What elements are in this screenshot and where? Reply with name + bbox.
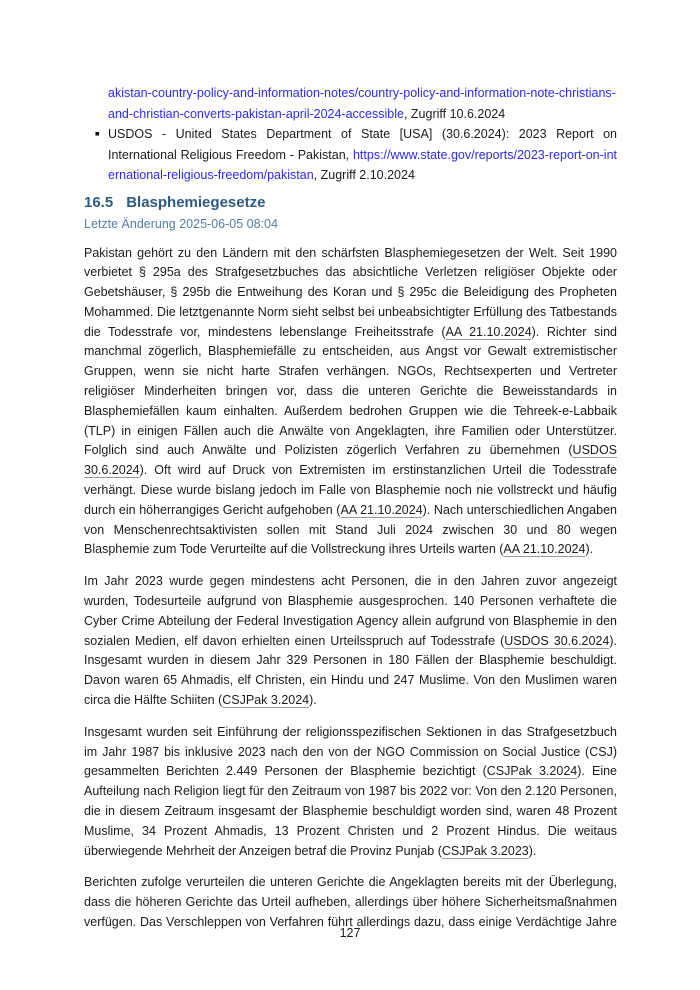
citation-link[interactable]: CSJPak 3.2024 <box>486 764 578 779</box>
text-run: ). <box>309 693 317 708</box>
citation-link[interactable]: USDOS 30.6.2024 <box>504 633 610 648</box>
reference-text <box>108 127 617 182</box>
citation-link[interactable]: CSJPak 3.2023 <box>441 843 529 858</box>
page-content <box>84 83 617 933</box>
section-title: Blasphemiegesetze <box>126 193 266 211</box>
text-run: Berichten zufolge verurteilen die unteren Gerichte die Angeklagten bereits mit der Überlegung, dass die höheren Gerichte das Urteil aufheben, allerdings über höhere Sicherheitsmaßnahmen verfügen. Das Verschleppen von Verfahren führt allerdings dazu, dass einige Verdächtige Jahre <box>84 875 617 929</box>
body-paragraph <box>84 873 617 932</box>
text-run: ). <box>528 843 537 858</box>
references-list <box>84 83 617 186</box>
text-run: USDOS - United States Department of State [USA] (30.6.2024): 2023 Report on International Religious Freedom - Pakistan, <box>108 127 617 162</box>
citation-link[interactable]: AA 21.10.2024 <box>503 542 586 557</box>
text-run: ). Richter sind manchmal zögerlich, Blasphemiefälle zu entscheiden, aus Angst vor Gewalt extremistischer Gruppen, wenn sie nicht harte Strafen verhängen. NGOs, Rechtsexperten und Vertreter religiöser Minderheiten bringen vor, dass die unteren Gerichte die Beweisstandards in Blasphemiefällen kaum einhalten. Außerdem bedrohen Gruppen wie die Tehreek-e-Labbaik (TLP) in einigen Fällen auch die Anwälte von Angeklagten, ihre Familien oder Unterstützer. Folglich sind auch Anwälte und Polizisten zögerlich Verfahren zu übernehmen ( <box>84 324 617 458</box>
bullet-square-icon: ■ <box>95 129 100 138</box>
text-run: ). Nach unterschiedlichen Angaben von Menschenrechtsaktivisten sollen mit Stand Juli 2024 zwischen 30 und 80 wegen Blasphemie zum Tode Verurteilte auf die Vollstreckung ihres Urteils warten ( <box>84 502 617 557</box>
page-number: 127 <box>339 926 361 940</box>
citation-link[interactable]: CSJPak 3.2024 <box>222 693 310 708</box>
text-run: Insgesamt wurden seit Einführung der religionsspezifischen Sektionen in das Strafgesetzbuch im Jahr 1987 bis inklusive 2023 nach den von der NGO Commission on Social Justice (CSJ) gesammelten Berichten 2.449 Personen der Blasphemie bezichtigt ( <box>84 724 617 779</box>
text-run: ). Insgesamt wurden in diesem Jahr 329 Personen in 180 Fällen der Blasphemie beschuldigt. Davon waren 65 Ahmadis, elf Christen, ein Hindu und 247 Muslime. Von den Muslimen waren circa die Hälfte Schiiten ( <box>84 633 617 708</box>
body-paragraph <box>84 723 617 862</box>
body-paragraph <box>84 244 617 561</box>
reference-item-usdos <box>84 124 617 186</box>
text-run: ). <box>585 542 594 557</box>
text-run: ). Eine Aufteilung nach Religion liegt für den Zeitraum von 1987 bis 2022 vor: Von den 2.120 Personen, die in diesem Zeitraum insgesamt der Blasphemie beschuldigt worden sind, waren 48 Prozent Muslime, 34 Prozent Ahmadis, 13 Prozent Christen und 2 Prozent Hindus. Die weitaus überwiegende Mehrheit der Anzeigen betraf die Provinz Punjab ( <box>84 764 617 858</box>
section-number: 16.5 <box>84 193 114 211</box>
citation-link[interactable]: USDOS 30.6.2024 <box>84 443 617 478</box>
text-run: Im Jahr 2023 wurde gegen mindestens acht Personen, die in den Jahren zuvor angezeigt wurden, Todesurteile aufgrund von Blasphemie ausgesprochen. 140 Personen verhaftete die Cyber Crime Abteilung der Federal Investigation Agency allein aufgrund von Blasphemie in den sozialen Medien, elf davon erhielten einen Urteilsspruch auf Todesstrafe ( <box>84 574 617 648</box>
text-run: ). Oft wird auf Druck von Extremisten im erstinstanzlichen Urteil die Todesstrafe verhängt. Diese wurde bislang jedoch im Falle von Blasphemie noch nie vollstreckt und häufig durch ein höherrangiges Gericht aufgehoben ( <box>84 463 617 517</box>
hyperlink[interactable]: akistan-country-policy-and-information-notes/country-policy-and-information-note-christians-and-christian-converts-pakistan-april-2024-accessible <box>108 86 616 121</box>
section-heading <box>84 193 617 212</box>
body-paragraph <box>84 572 617 711</box>
hyperlink[interactable]: https://www.state.gov/reports/2023-report-on-international-religious-freedom/pakistan <box>108 147 617 182</box>
last-change-date: Letzte Änderung 2025-06-05 08:04 <box>84 216 278 231</box>
text-run: , Zugriff 10.6.2024 <box>403 106 506 121</box>
citation-link[interactable]: AA 21.10.2024 <box>340 502 423 517</box>
reference-item-continuation <box>84 83 617 124</box>
text-run: , Zugriff 2.10.2024 <box>313 168 415 182</box>
text-run: Pakistan gehört zu den Ländern mit den schärfsten Blasphemiegesetzen der Welt. Seit 1990 verbietet § 295a des Strafgesetzbuches das absichtliche Verletzen religiöser Objekte oder Gebetshäuser, § 295b die Entweihung des Koran und § 295c die Beleidigung des Propheten Mohammed. Die letztgenannte Norm sieht selbst bei unbeabsichtigter Erfüllung des Tatbestands die Todesstrafe vor, mindestens lebenslange Freiheitsstrafe ( <box>84 245 617 339</box>
citation-link[interactable]: AA 21.10.2024 <box>445 324 532 339</box>
reference-text <box>108 86 616 121</box>
